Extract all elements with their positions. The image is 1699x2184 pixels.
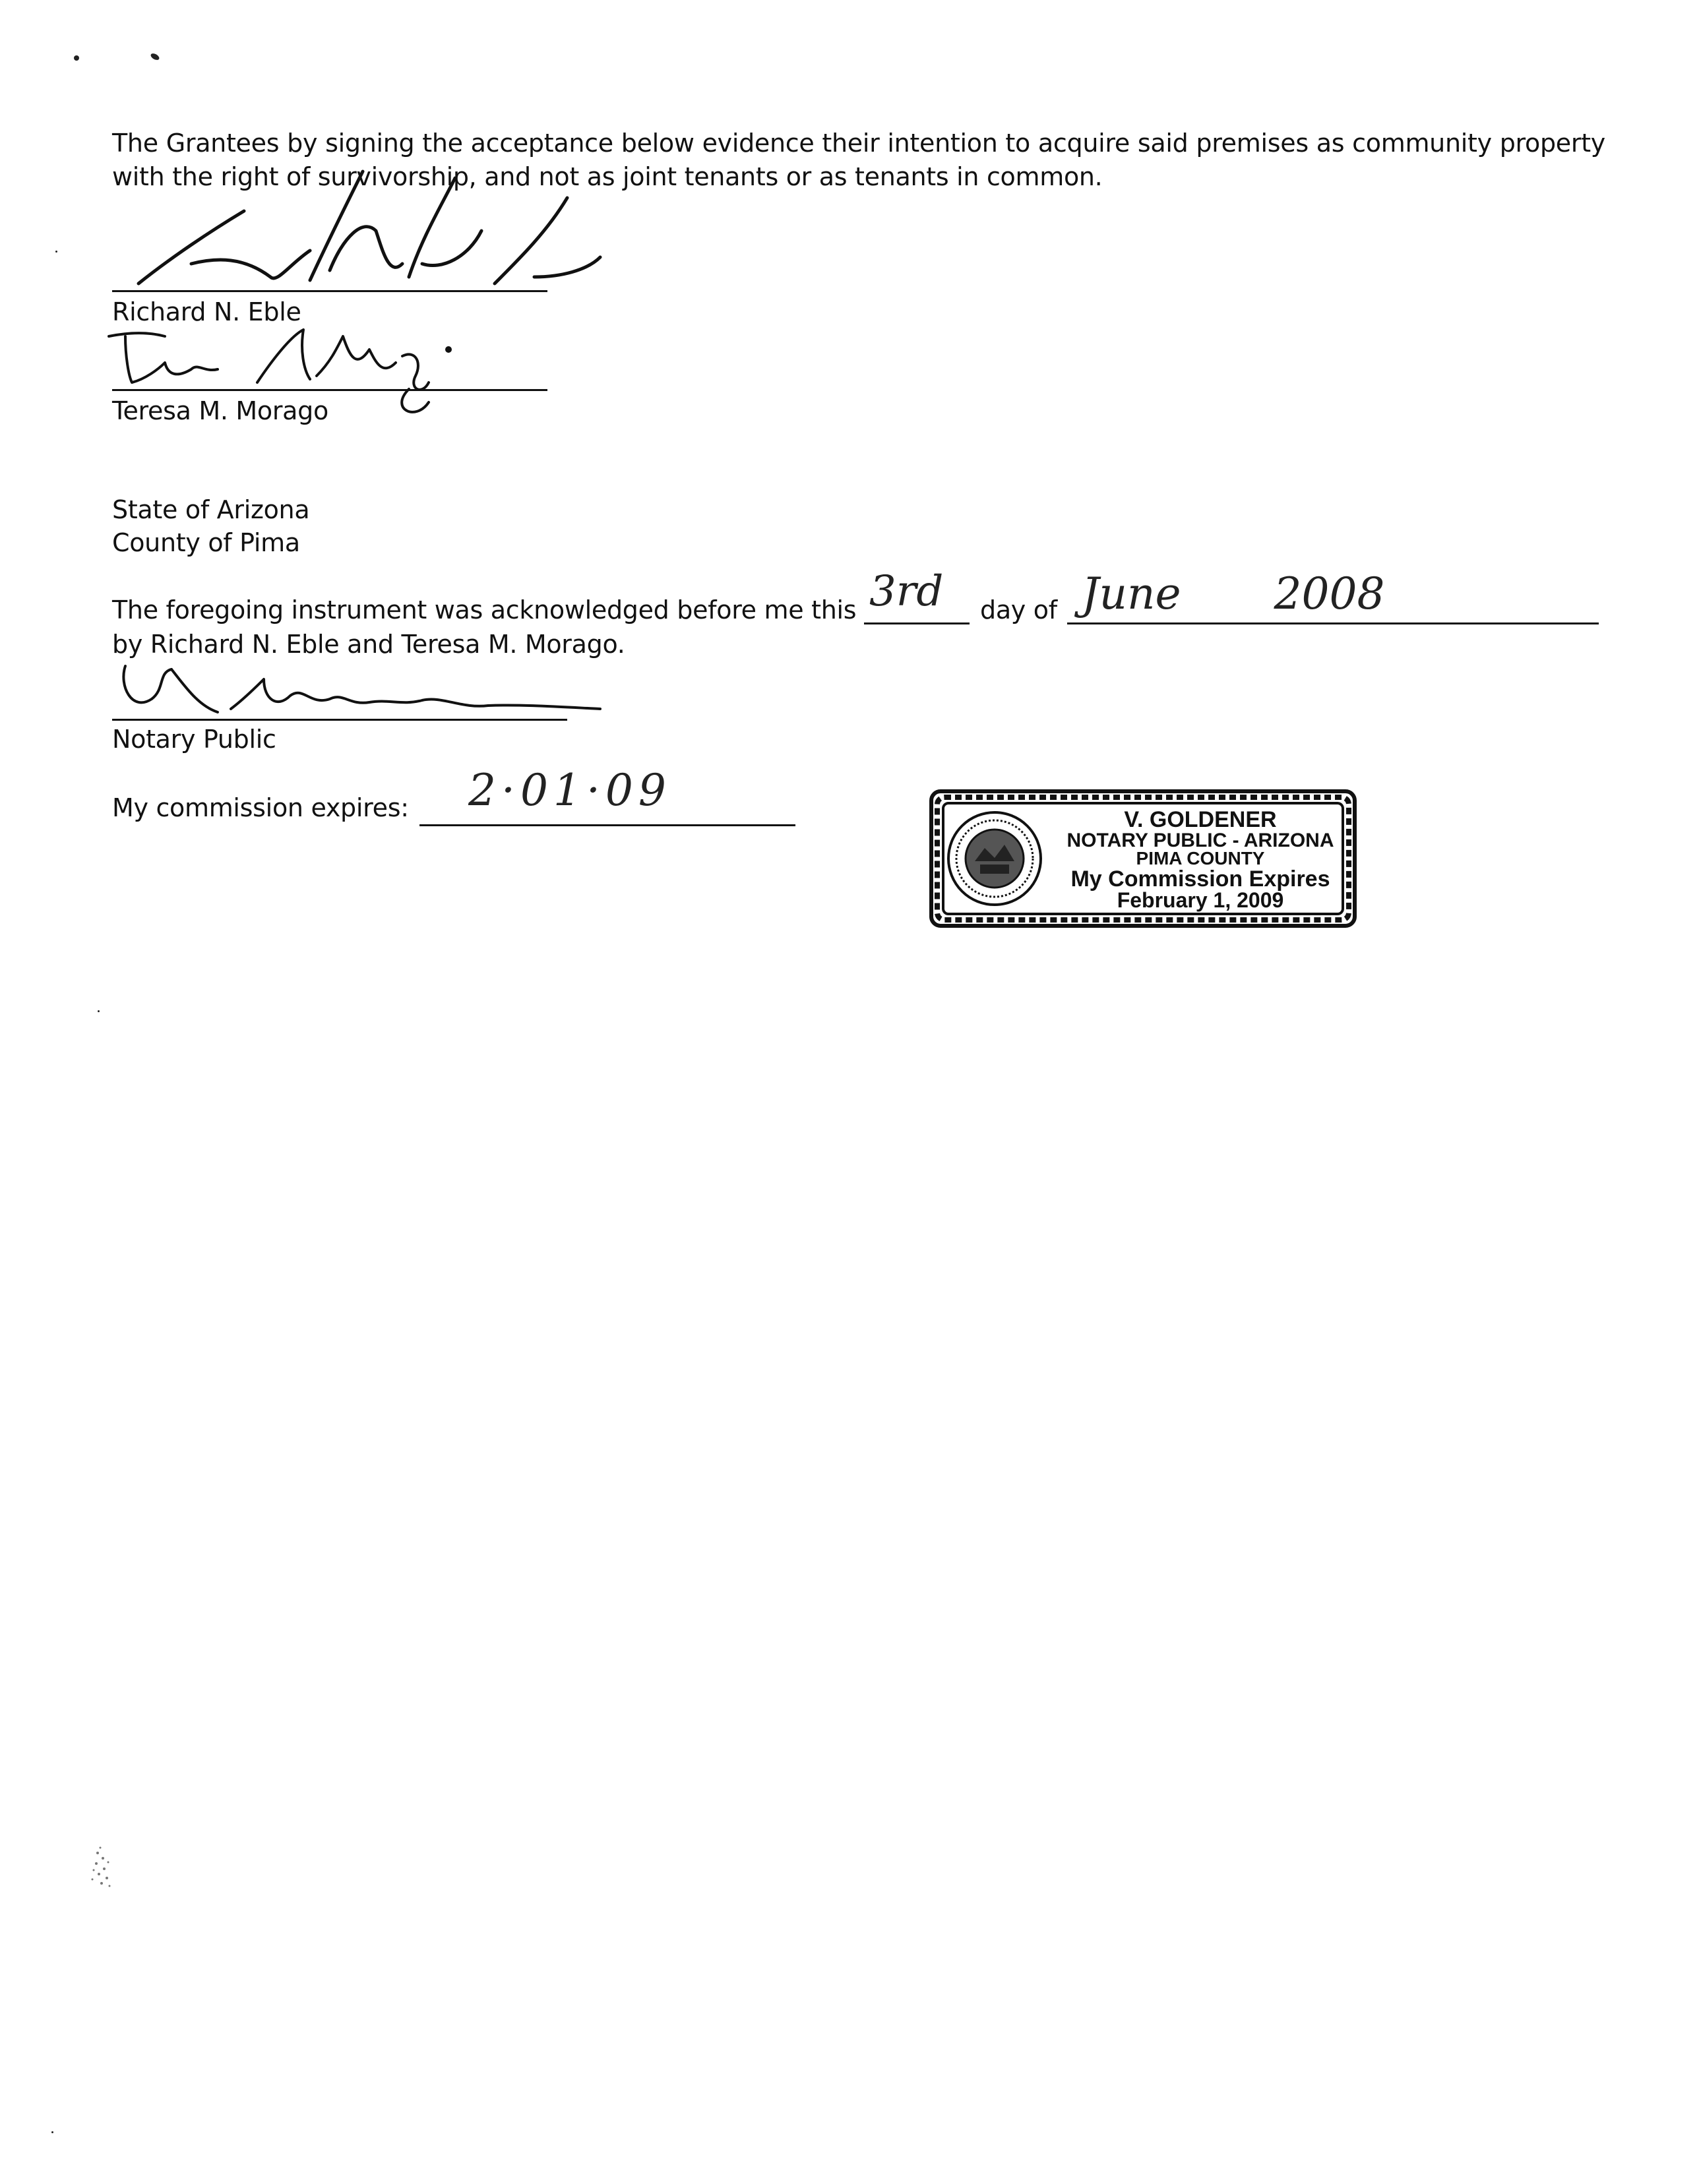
venue-state: State of Arizona — [112, 495, 310, 524]
scan-speck — [51, 2131, 53, 2133]
scan-speck — [98, 1010, 100, 1012]
acknowledgment-by-line: by Richard N. Eble and Teresa M. Morago. — [112, 630, 625, 659]
acknowledgment-day-of: day of — [980, 595, 1057, 624]
seal-commission-label: My Commission Expires — [1070, 866, 1330, 892]
month-year-line — [1067, 622, 1599, 624]
day-line — [864, 622, 970, 624]
seal-notary-name: V. GOLDENER — [1124, 807, 1277, 832]
venue-county: County of Pima — [112, 528, 300, 557]
seal-commission-date: February 1, 2009 — [1117, 888, 1284, 912]
acknowledgment-text: The foregoing instrument was acknowledged before me this — [112, 595, 857, 624]
notary-seal-stamp — [929, 789, 1357, 928]
signature-line-grantee-1 — [112, 290, 547, 292]
commission-line — [419, 824, 795, 826]
scan-smudge — [84, 1840, 124, 1899]
scan-speck — [55, 251, 57, 253]
commission-label: My commission expires: — [112, 793, 409, 822]
acknowledgment-month-year-handwritten: June 2008 — [1082, 568, 1385, 619]
signature-line-notary — [112, 719, 567, 721]
signature-richard-eble — [112, 158, 613, 303]
scan-speck — [74, 55, 79, 61]
seal-title: NOTARY PUBLIC - ARIZONA — [1066, 830, 1334, 851]
notary-title: Notary Public — [112, 725, 276, 754]
scan-speck — [150, 52, 160, 61]
commission-expires-handwritten: 2·01·09 — [468, 765, 671, 816]
acknowledgment-day-handwritten: 3rd — [869, 567, 944, 616]
seal-county: PIMA COUNTY — [1136, 848, 1265, 868]
acceptance-line-1: The Grantees by signing the acceptance below evidence their intention to acquire said premises as community property — [112, 129, 1605, 158]
grantee-1-name: Richard N. Eble — [112, 297, 301, 326]
signature-line-grantee-2 — [112, 389, 547, 391]
signature-notary — [112, 659, 613, 732]
grantee-2-name: Teresa M. Morago — [112, 396, 328, 425]
acceptance-line-2: with the right of survivorship, and not as joint tenants or as tenants in common. — [112, 162, 1103, 191]
